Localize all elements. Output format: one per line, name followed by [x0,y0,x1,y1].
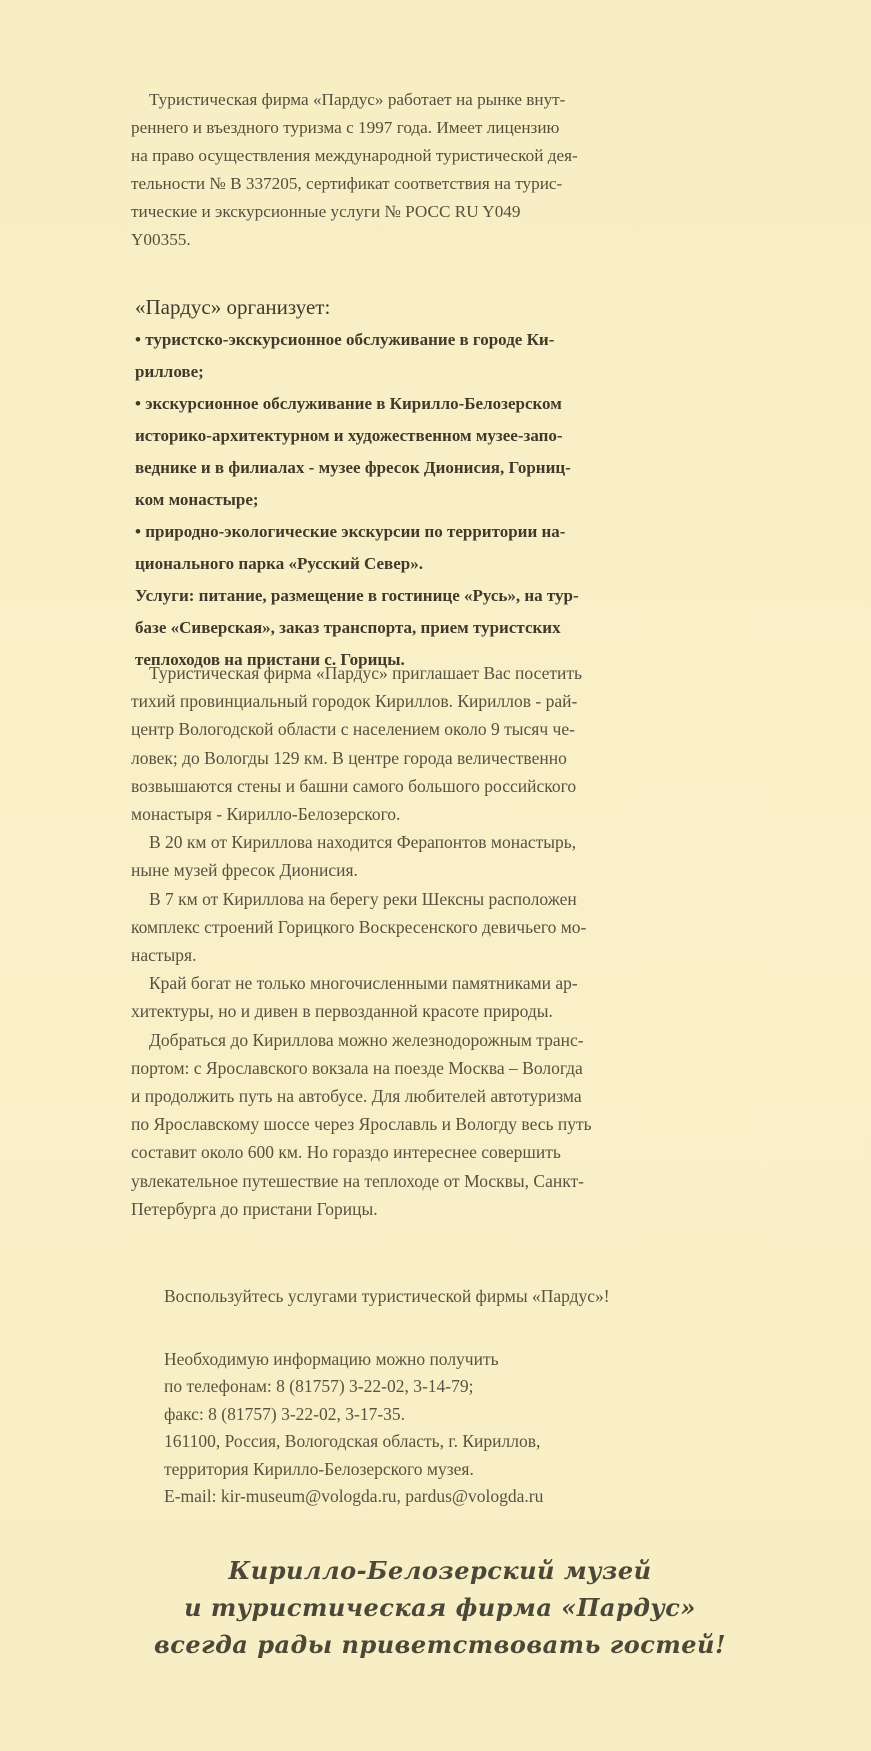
description-line: хитектуры, но и дивен в первозданной красоте природы. [131,1001,553,1022]
spacer [164,1311,784,1346]
services-heading: «Пардус» организует: [135,295,331,319]
description-line: Добраться до Кириллова можно железнодорожным транс- [149,1029,584,1050]
intro-line: реннего и въездного туризма с 1997 года. Имеет лицензию [131,118,560,137]
description-line: центр Вологодской области с населением около 9 тысяч че- [131,719,575,740]
description-line: и продолжить путь на автобусе. Для любителей автотуризма [131,1086,582,1107]
intro-line: Туристическая фирма «Пардус» работает на рынке внут- [149,90,566,109]
description-line: монастыря - Кирилло-Белозерского. [131,804,401,825]
services-line: историко-архитектурном и художественном музее-запо- [135,426,563,445]
description-line: составит около 600 км. Но гораздо интереснее совершить [131,1142,561,1163]
intro-line: тические и экскурсионные услуги № РОСС RU Y049 [131,202,521,221]
description-line: ловек; до Вологды 129 км. В центре города величественно [131,747,567,768]
invite-text: Воспользуйтесь услугами туристической фирмы «Пардус»! [164,1286,610,1306]
description-line: возвышаются стены и башни самого большого российского [131,775,577,796]
services-section [135,292,747,676]
description-line: тихий провинциальный городок Кириллов. Кириллов - рай- [131,691,578,712]
services-line: • экскурсионное обслуживание в Кирилло-Белозерском [135,394,562,413]
services-line: ционального парка «Русский Север». [135,554,423,573]
services-line: базе «Сиверская», заказ транспорта, прием туристских [135,618,561,637]
info-intro: Необходимую информацию можно получить [164,1348,499,1369]
services-line: • туристско-экскурсионное обслуживание в городе Ки- [135,330,555,349]
closing-line: Кирилло-Белозерский музей [228,1556,652,1585]
description-line: Туристическая фирма «Пардус» приглашает Вас посетить [149,663,582,683]
description-line: В 20 км от Кириллова находится Ферапонтов монастырь, [149,832,577,853]
closing-line: всегда рады приветствовать гостей! [153,1630,727,1659]
fax-number: факс: 8 (81757) 3-22-02, 3-17-35. [164,1403,406,1424]
contact-section [164,1283,784,1511]
description-line: Петербурга до пристани Горицы. [131,1198,378,1219]
services-line: Услуги: питание, размещение в гостинице «Русь», на тур- [135,586,579,605]
services-line: ком монастыре; [135,490,259,509]
description-line: ныне музей фресок Дионисия. [131,860,358,881]
description-line: В 7 км от Кириллова на берегу реки Шексны расположен [149,888,577,909]
intro-line: тельности № В 337205, сертификат соответствия на турис- [131,174,563,193]
services-line: веднике и в филиалах - музее фресок Дионисия, Горниц- [135,458,571,477]
phone-numbers: по телефонам: 8 (81757) 3-22-02, 3-14-79; [164,1376,474,1396]
description-line: комплекс строений Горицкого Воскресенского девичьего мо- [131,916,587,937]
closing-slogan [120,1552,760,1663]
services-line: риллове; [135,362,204,381]
email-links[interactable]: E-mail: kir-museum@vologda.ru, pardus@vologda.ru [164,1486,544,1506]
description-line: настыря. [131,945,197,966]
description-line: по Ярославскому шоссе через Ярославль и Вологду весь путь [131,1114,592,1135]
closing-line: и туристическая фирма «Пардус» [184,1593,696,1622]
address-line-1: 161100, Россия, Вологодская область, г. Кириллов, [164,1431,541,1451]
intro-paragraph [131,86,743,254]
services-line: • природно-экологические экскурсии по территории на- [135,522,566,541]
description-section [131,659,743,1223]
intro-line: Y00355. [131,230,191,249]
services-line: теплоходов на пристани с. Горицы. [135,650,405,669]
description-line: увлекательное путешествие на теплоходе от Москвы, Санкт- [131,1170,584,1191]
description-line: Край богат не только многочисленными памятниками ар- [149,973,578,994]
intro-line: на право осуществления международной туристической дея- [131,146,578,165]
description-line: портом: с Ярославского вокзала на поезде Москва – Вологда [131,1057,583,1078]
address-line-2: территория Кирилло-Белозерского музея. [164,1458,474,1479]
